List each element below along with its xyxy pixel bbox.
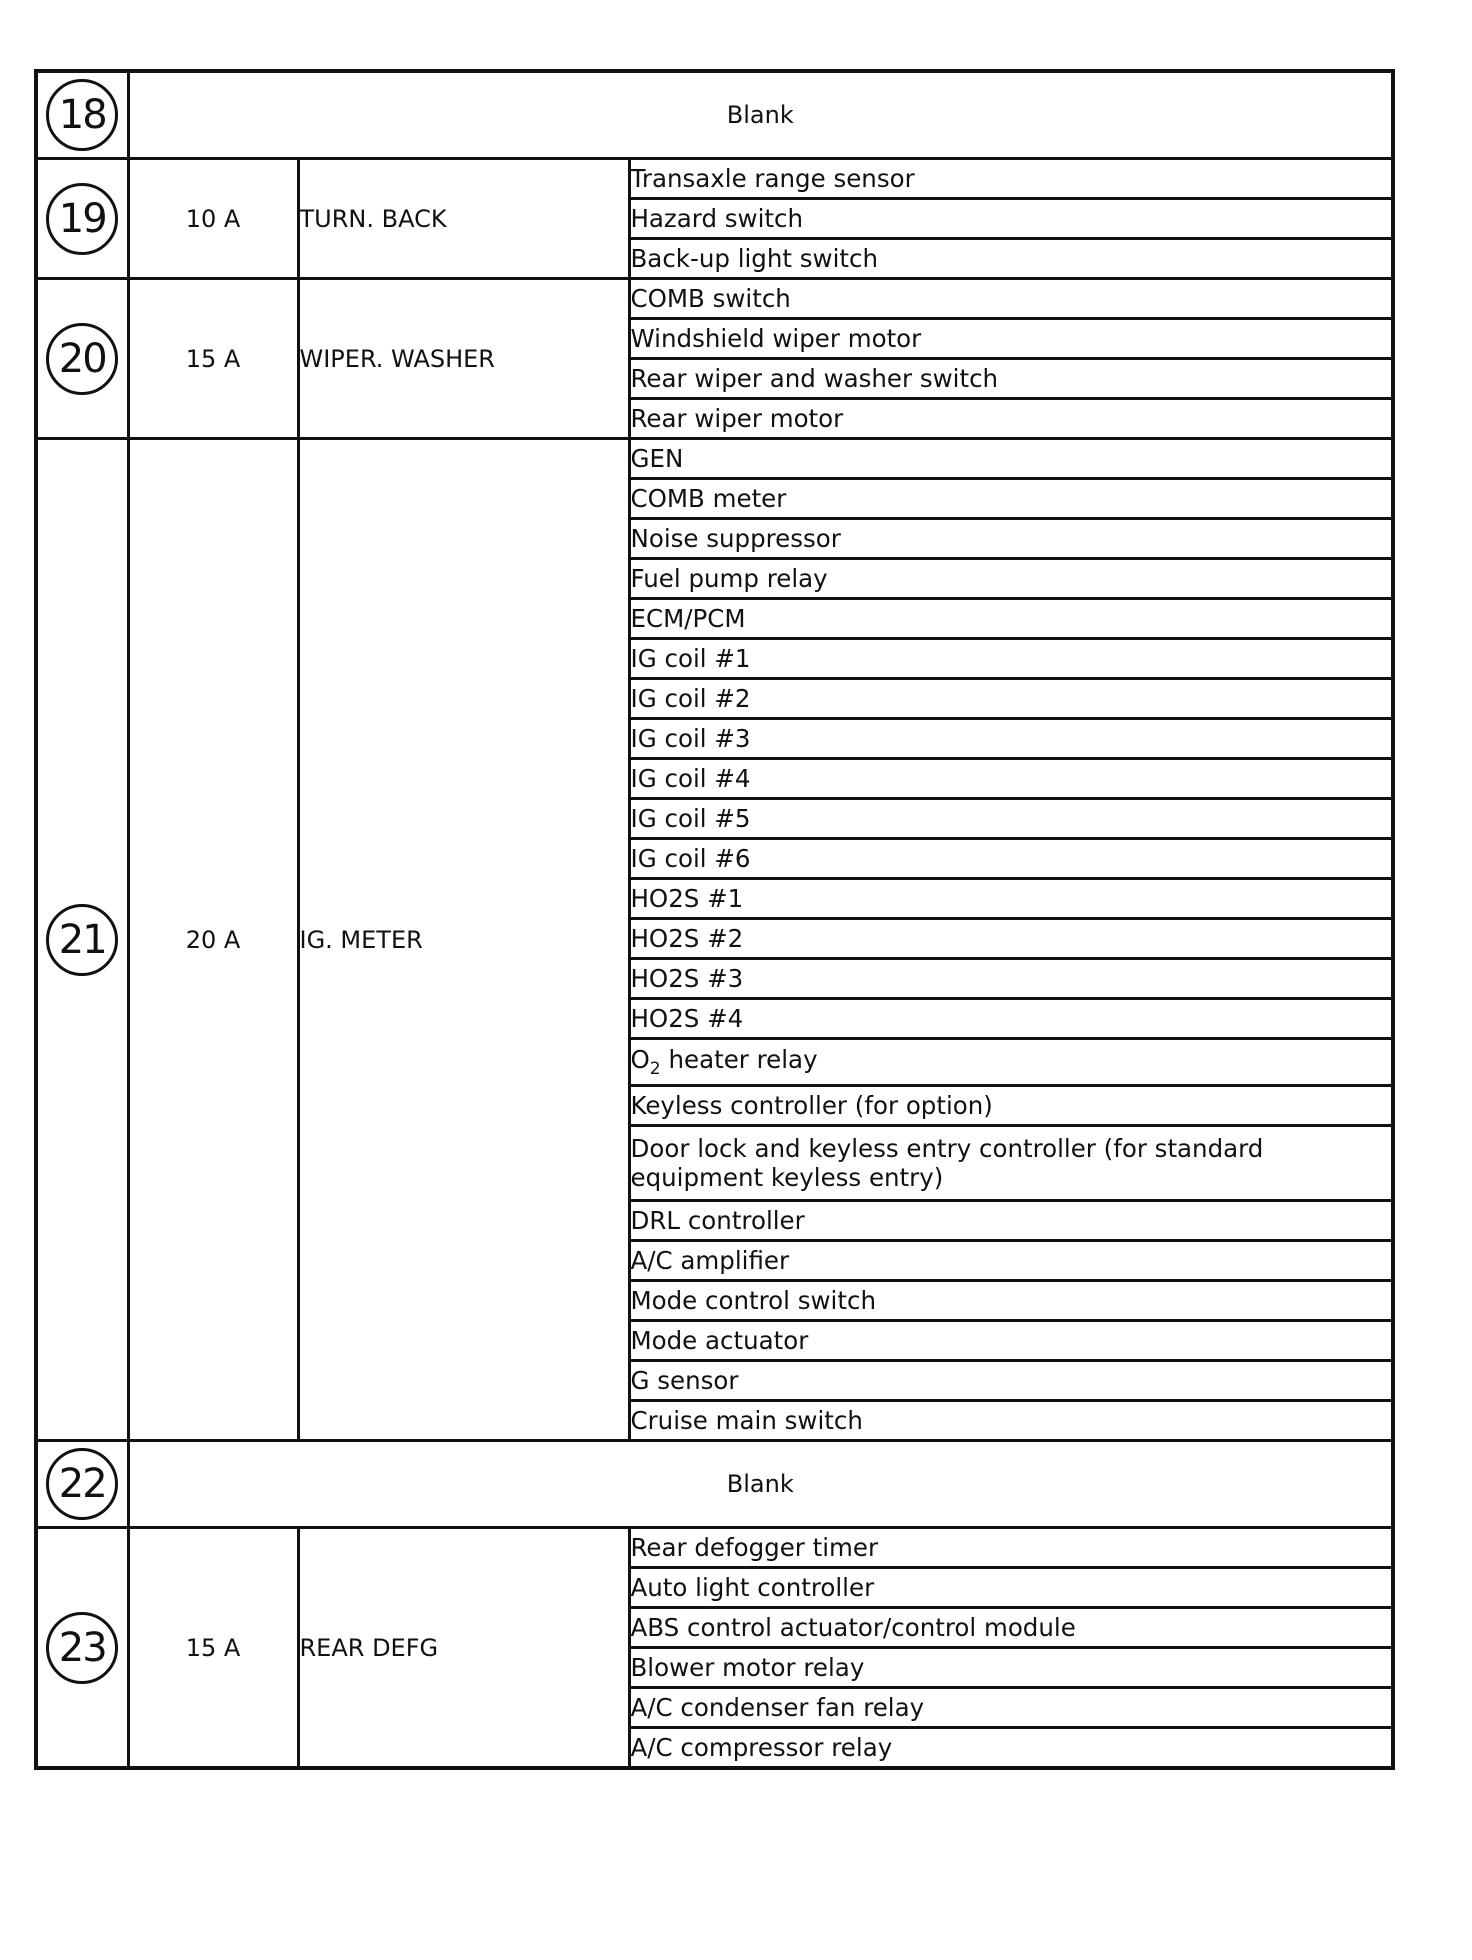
circuit-item: A/C amplifier [629, 1241, 1393, 1281]
circuit-item: Noise suppressor [629, 519, 1393, 559]
blank-label: Blank [128, 71, 1393, 159]
table-row [36, 439, 1393, 479]
fuse-row-blank [36, 71, 1393, 159]
o2-subscript: 2 [649, 1058, 661, 1079]
fuse-number-circle: 23 [46, 1612, 118, 1684]
circuit-item: GEN [629, 439, 1393, 479]
circuit-item: DRL controller [629, 1201, 1393, 1241]
circuit-item: Fuel pump relay [629, 559, 1393, 599]
blank-label: Blank [128, 1441, 1393, 1528]
circuit-item: Transaxle range sensor [629, 159, 1393, 199]
circuit-item: IG coil #6 [629, 839, 1393, 879]
circuit-item: Keyless controller (for option) [629, 1086, 1393, 1126]
fuse-amperage: 20 A [128, 439, 298, 1441]
fuse-name: REAR DEFG [298, 1528, 629, 1769]
fuse-number-circle: 19 [46, 183, 118, 255]
fuse-number-cell [36, 439, 128, 1441]
fuse-name: TURN. BACK [298, 159, 629, 279]
circuit-item: IG coil #4 [629, 759, 1393, 799]
circuit-item: HO2S #1 [629, 879, 1393, 919]
circuit-item: Rear defogger timer [629, 1528, 1393, 1568]
fuse-amperage: 15 A [128, 1528, 298, 1769]
circuit-item: Blower motor relay [629, 1648, 1393, 1688]
fuse-row-blank [36, 1441, 1393, 1528]
circuit-item: ABS control actuator/control module [629, 1608, 1393, 1648]
circuit-item: Mode actuator [629, 1321, 1393, 1361]
fuse-number-circle: 18 [46, 79, 118, 151]
fuse-number-cell [36, 279, 128, 439]
fuse-table [34, 69, 1395, 1770]
circuit-item: Auto light controller [629, 1568, 1393, 1608]
circuit-item: IG coil #3 [629, 719, 1393, 759]
fuse-name: IG. METER [298, 439, 629, 1441]
circuit-item: Hazard switch [629, 199, 1393, 239]
circuit-item: HO2S #3 [629, 959, 1393, 999]
circuit-item: Door lock and keyless entry controller (for standard equipment keyless entry) [629, 1126, 1393, 1201]
o2-rest: heater relay [660, 1044, 818, 1074]
o2-base: O [630, 1044, 650, 1074]
circuit-item: COMB meter [629, 479, 1393, 519]
circuit-item: Back-up light switch [629, 239, 1393, 279]
circuit-item: HO2S #4 [629, 999, 1393, 1039]
circuit-item [629, 1039, 1393, 1086]
circuit-item: ECM/PCM [629, 599, 1393, 639]
fuse-number-cell [36, 1441, 128, 1528]
table-row [36, 279, 1393, 319]
circuit-item: IG coil #2 [629, 679, 1393, 719]
table-row [36, 159, 1393, 199]
circuit-item: IG coil #1 [629, 639, 1393, 679]
circuit-item: Rear wiper motor [629, 399, 1393, 439]
circuit-item: A/C compressor relay [629, 1728, 1393, 1769]
circuit-item: G sensor [629, 1361, 1393, 1401]
fuse-number-circle: 21 [46, 904, 118, 976]
circuit-item: Rear wiper and washer switch [629, 359, 1393, 399]
circuit-item: Mode control switch [629, 1281, 1393, 1321]
circuit-item: Windshield wiper motor [629, 319, 1393, 359]
table-row [36, 1528, 1393, 1568]
fuse-number-circle: 20 [46, 323, 118, 395]
fuse-name: WIPER. WASHER [298, 279, 629, 439]
circuit-item: IG coil #5 [629, 799, 1393, 839]
circuit-item: HO2S #2 [629, 919, 1393, 959]
fuse-number-cell [36, 159, 128, 279]
circuit-item: A/C condenser fan relay [629, 1688, 1393, 1728]
circuit-item: Cruise main switch [629, 1401, 1393, 1441]
circuit-item: COMB switch [629, 279, 1393, 319]
fuse-number-circle: 22 [46, 1448, 118, 1520]
fuse-table-body [36, 71, 1393, 1768]
fuse-amperage: 10 A [128, 159, 298, 279]
fuse-amperage: 15 A [128, 279, 298, 439]
fuse-number-cell [36, 71, 128, 159]
fuse-number-cell [36, 1528, 128, 1769]
